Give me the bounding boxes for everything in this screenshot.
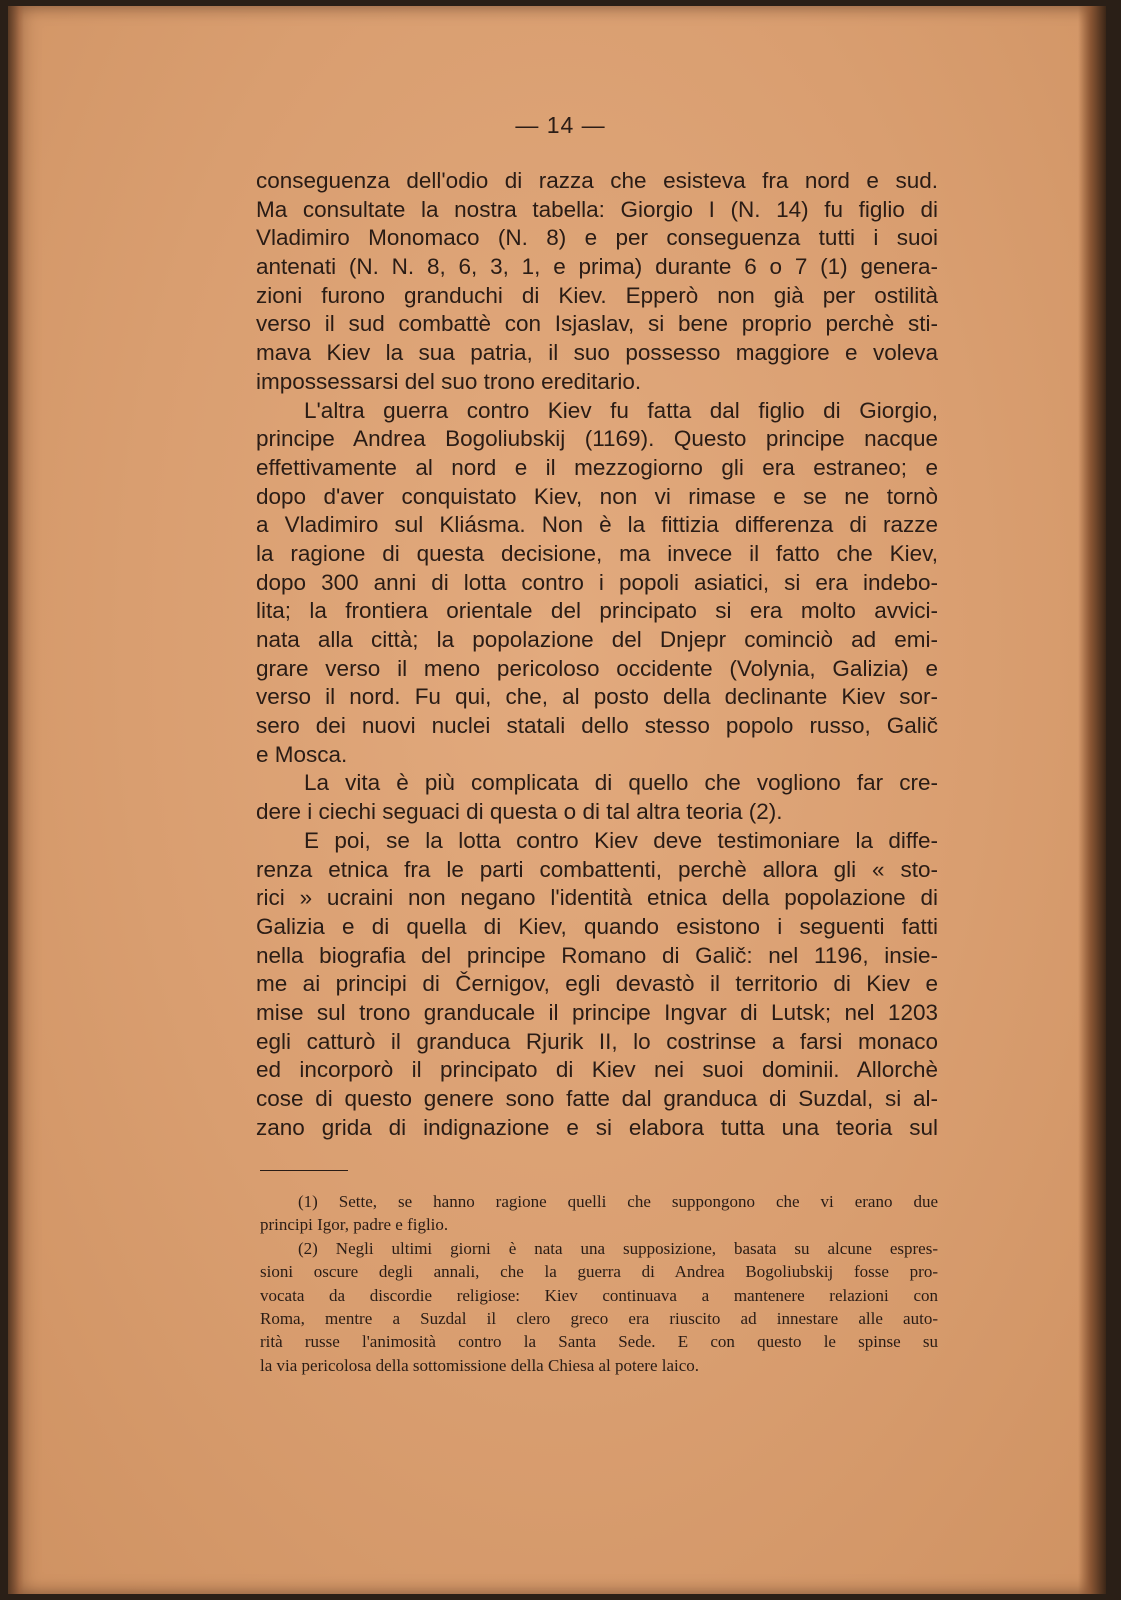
body-line: mise sul trono granducale il principe Ingvar di Lutsk; nel 1203 — [256, 999, 938, 1025]
body-line: verso il sud combattè con Isjaslav, si bene proprio perchè sti- — [256, 311, 938, 337]
body-line: egli catturò il granduca Rjurik II, lo costrinse a farsi monaco — [256, 1028, 938, 1054]
footnote-line: (2) Negli ultimi giorni è nata una supposizione, basata su alcune espres- — [298, 1238, 938, 1258]
page-left-edge — [8, 6, 24, 1594]
body-line: mava Kiev la sua patria, il suo possesso maggiore e voleva — [256, 340, 938, 366]
page-number: — 14 — — [515, 112, 606, 138]
body-line: impossessarsi del suo trono ereditario. — [256, 368, 642, 394]
body-line: grare verso il meno pericoloso occidente (Volynia, Galizia) e — [256, 655, 938, 681]
body-line: renza etnica fra le parti combattenti, perchè allora gli « sto- — [256, 856, 938, 882]
body-line: zano grida di indignazione e si elabora tutta una teoria sul — [256, 1114, 938, 1140]
body-line: dere i ciechi seguaci di questa o di tal altra teoria (2). — [256, 799, 783, 825]
body-line: Vladimiro Monomaco (N. 8) e per conseguenza tutti i suoi — [256, 225, 938, 251]
body-line: verso il nord. Fu qui, che, al posto della declinante Kiev sor- — [256, 684, 938, 710]
body-line: cose di questo genere sono fatte dal granduca di Suzdal, si al- — [256, 1086, 938, 1111]
body-line: effettivamente al nord e il mezzogiorno gli era estraneo; e — [256, 454, 938, 480]
footnote-line: vocata da discordie religiose: Kiev continuava a mantenere relazioni con — [260, 1285, 938, 1305]
body-line: lita; la frontiera orientale del principato si era molto avvici- — [256, 598, 938, 624]
body-line: dopo d'aver conquistato Kiev, non vi rimase e se ne tornò — [256, 483, 938, 509]
body-line: nata alla città; la popolazione del Dnjepr cominciò ad emi- — [256, 627, 938, 652]
body-line: Galizia e di quella di Kiev, quando esistono i seguenti fatti — [256, 913, 938, 939]
body-line: e Mosca. — [256, 741, 348, 767]
body-line: L'altra guerra contro Kiev fu fatta dal figlio di Giorgio, — [304, 397, 938, 423]
page-right-edge — [1078, 6, 1106, 1594]
body-line: conseguenza dell'odio di razza che esisteva fra nord e sud. — [256, 168, 938, 193]
body-line: ed incorporò il principato di Kiev nei suoi dominii. Allorchè — [256, 1057, 938, 1083]
footnote-separator — [260, 1170, 348, 1171]
body-line: principe Andrea Bogoliubskij (1169). Questo principe nacque — [256, 426, 938, 452]
footnote-line: (1) Sette, se hanno ragione quelli che suppongono che vi erano due — [298, 1192, 938, 1211]
body-line: sero dei nuovi nuclei statali dello stesso popolo russo, Galič — [256, 713, 938, 739]
body-line: la ragione di questa decisione, ma invece il fatto che Kiev, — [256, 540, 938, 566]
body-line: zioni furono granduchi di Kiev. Epperò non già per ostilità — [256, 282, 938, 308]
footnote-line: rità russe l'animosità contro la Santa Sede. E con questo le spinse su — [260, 1332, 938, 1352]
body-line: a Vladimiro sul Kliásma. Non è la fittizia differenza di razze — [256, 512, 938, 538]
footnote-line: principi Igor, padre e figlio. — [260, 1215, 449, 1235]
footnotes — [260, 1190, 938, 1377]
body-line: Ma consultate la nostra tabella: Giorgio I (N. 14) fu figlio di — [256, 196, 938, 222]
body-line: La vita è più complicata di quello che vogliono far cre- — [304, 770, 938, 796]
body-line: antenati (N. N. 8, 6, 3, 1, e prima) durante 6 o 7 (1) genera- — [256, 254, 938, 280]
body-line: me ai principi di Černigov, egli devastò il territorio di Kiev e — [256, 971, 938, 997]
body-text — [256, 167, 938, 1142]
footnote-line: la via pericolosa della sottomissione della Chiesa al potere laico. — [260, 1355, 700, 1375]
footnote-line: Roma, mentre a Suzdal il clero greco era riuscito ad innestare alle auto- — [260, 1308, 938, 1328]
body-line: E poi, se la lotta contro Kiev deve testimoniare la diffe- — [304, 827, 938, 853]
body-line: nella biografia del principe Romano di Galič: nel 1196, insie- — [256, 942, 938, 968]
body-line: rici » ucraini non negano l'identità etnica della popolazione di — [256, 885, 938, 911]
body-line: dopo 300 anni di lotta contro i popoli asiatici, si era indebo- — [256, 569, 938, 595]
footnote-line: sioni oscure degli annali, che la guerra di Andrea Bogoliubskij fosse pro- — [260, 1262, 938, 1282]
